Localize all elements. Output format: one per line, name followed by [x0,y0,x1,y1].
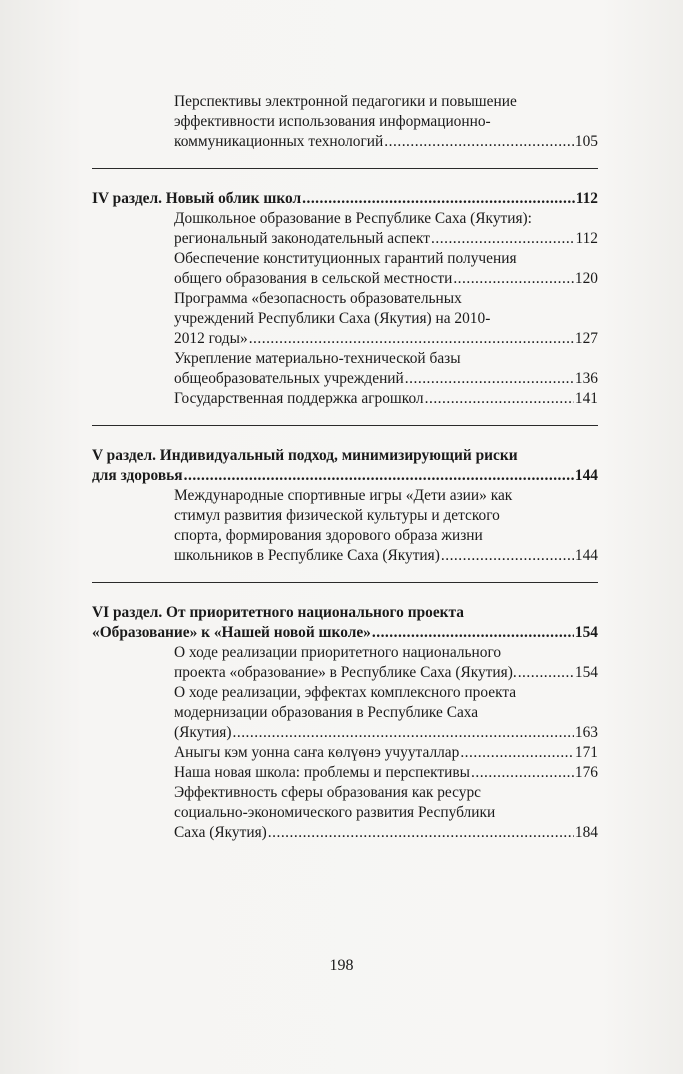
leader-dots [233,723,574,743]
toc-entry [174,349,598,389]
toc-line [174,546,598,566]
toc-line [174,309,598,329]
toc-line-text: Наша новая школа: проблемы и перспективы [174,764,471,781]
section-title-line [92,189,598,209]
toc-entry [174,209,598,249]
toc-line [174,763,598,783]
leader-dots [453,269,574,289]
toc-page-number: 127 [574,330,598,347]
leader-dots [372,623,574,643]
toc-line [174,506,598,526]
toc-entry [174,743,598,763]
section-title [92,603,598,643]
leader-dots [184,466,574,486]
toc-line [174,643,598,663]
section-divider [92,582,598,583]
section-page-number: 112 [575,190,598,207]
toc-line [174,486,598,506]
toc-line-text: Перспективы электронной педагогики и повышение [174,93,517,110]
toc-line-text: Международные спортивные игры «Дети азии» как [174,487,513,504]
toc-line-text: 2012 годы» [174,330,248,347]
toc-page-number: 154 [574,664,598,681]
section-title-line [92,446,598,466]
toc-line-text: общего образования в сельской местности [174,270,453,287]
page-number: 198 [329,957,354,974]
toc-line [174,369,598,389]
toc-page-number: 184 [574,824,598,841]
toc-line-text: Аныгы кэм уонна саҥа көлүөнэ учууталлар [174,744,460,761]
toc-line-text: стимул развития физической культуры и детского [174,507,500,524]
section-page-number: 154 [574,624,598,641]
section-title-text: «Образование» к «Нашей новой школе» [92,624,371,641]
toc-line-text: спорта, формирования здорового образа жизни [174,527,483,544]
toc-line-text: Государственная поддержка агрошкол [174,390,424,407]
toc-page-number: 176 [574,764,598,781]
toc-entry [174,289,598,349]
toc-line [174,683,598,703]
toc-line [174,703,598,723]
toc-line [174,526,598,546]
toc-section [92,189,598,409]
toc-page-number: 163 [574,724,598,741]
leader-dots [302,189,575,209]
section-title-line [92,466,598,486]
toc-line [174,349,598,369]
toc-line [174,803,598,823]
toc-line-text: Дошкольное образование в Республике Саха (Якутия): [174,210,532,227]
toc-entry [174,643,598,683]
toc-section [92,446,598,566]
leader-dots [384,132,574,152]
toc-page-number: 120 [574,270,598,287]
toc-line [174,289,598,309]
section-title-text: IV раздел. Новый облик школ [92,190,302,207]
toc-line [174,329,598,349]
toc-line [174,663,598,683]
toc-line-text: (Якутия) [174,724,232,741]
toc-page-number: 105 [574,133,598,150]
leader-dots [425,389,574,409]
toc-page-number: 136 [574,370,598,387]
leader-dots [405,369,574,389]
section-page-number: 144 [574,467,598,484]
toc-entry [174,486,598,566]
toc-line [174,112,598,132]
leader-dots [431,229,574,249]
toc-line-text: Укрепление материально-технической базы [174,350,461,367]
toc-page-number: 112 [575,230,598,247]
toc-line [174,823,598,843]
toc-line-text: Обеспечение конституционных гарантий получения [174,250,517,267]
toc-line-text: О ходе реализации приоритетного национального [174,644,502,661]
toc-line-text: О ходе реализации, эффектах комплексного проекта [174,684,517,701]
toc-line-text: школьников в Республике Саха (Якутия) [174,547,440,564]
toc-line-text: Эффективность сферы образования как ресурс [174,784,481,801]
toc-line [174,249,598,269]
section-title [92,189,598,209]
section-divider [92,425,598,426]
toc-line [174,229,598,249]
leader-dots [268,823,574,843]
toc-page-number: 141 [574,390,598,407]
section-title-text: для здоровья [92,467,183,484]
toc-entry [174,683,598,743]
toc-entry [174,783,598,843]
toc-entry [174,763,598,783]
toc-line [174,92,598,112]
toc-line [174,209,598,229]
leader-dots [518,663,574,683]
toc-line [174,132,598,152]
leader-dots [441,546,574,566]
toc-entry-top [174,92,598,152]
toc-line [174,743,598,763]
toc-page-number: 171 [574,744,598,761]
section-title-text: V раздел. Индивидуальный подход, минимизирующий риски [92,447,518,464]
section-divider [92,168,598,169]
leader-dots [460,743,574,763]
toc-line-text: коммуникационных технологий [174,133,384,150]
section-title-text: VI раздел. От приоритетного национального проекта [92,604,464,621]
toc-line-text: проекта «образование» в Республике Саха (Якутия). [174,664,517,681]
toc-line-text: модернизации образования в Республике Саха [174,704,479,721]
leader-dots [249,329,574,349]
toc-line-text: эффективности использования информационно- [174,113,491,130]
toc-line-text: общеобразовательных учреждений [174,370,404,387]
toc-sections [92,189,598,843]
section-title-line [92,623,598,643]
section-title-line [92,603,598,623]
section-title [92,446,598,486]
toc-entry [174,249,598,289]
toc-line [174,783,598,803]
toc-section [92,603,598,843]
toc-line-text: Программа «безопасность образовательных [174,290,462,307]
toc-line-text: социально-экономического развития Республики [174,804,496,821]
toc-line [174,723,598,743]
toc-line-text: учреждений Республики Саха (Якутия) на 2010- [174,310,491,327]
toc-line [174,389,598,409]
toc-line [174,269,598,289]
toc-page-number: 144 [574,547,598,564]
table-of-contents [92,92,598,843]
toc-line-text: региональный законодательный аспект [174,230,431,247]
toc-line-text: Саха (Якутия) [174,824,267,841]
leader-dots [471,763,574,783]
toc-entry [174,389,598,409]
